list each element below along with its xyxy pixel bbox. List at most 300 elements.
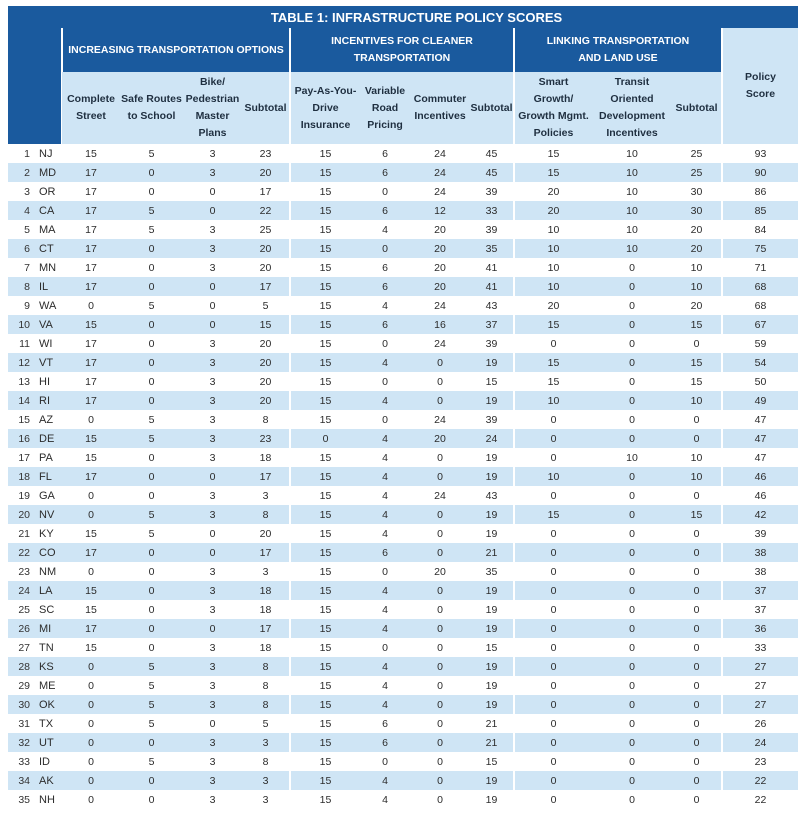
cell-bike-pedestrian: 3 [183, 410, 242, 429]
cell-state: OK [35, 695, 62, 714]
cell-pay-as-you-drive: 15 [290, 258, 360, 277]
cell-subtotal-land-use: 20 [672, 296, 722, 315]
cell-rank: 25 [8, 600, 35, 619]
table-body [8, 144, 798, 809]
cell-state: FL [35, 467, 62, 486]
cell-subtotal-land-use: 0 [672, 486, 722, 505]
cell-commuter-incentives: 24 [410, 486, 470, 505]
cell-state: VA [35, 315, 62, 334]
cell-safe-routes: 0 [120, 600, 183, 619]
col-header-transit-oriented [592, 72, 672, 144]
cell-subtotal-options: 18 [242, 638, 290, 657]
cell-road-pricing: 6 [360, 277, 410, 296]
cell-subtotal-options: 3 [242, 790, 290, 809]
table-row [8, 581, 798, 600]
cell-safe-routes: 5 [120, 505, 183, 524]
cell-subtotal-land-use: 10 [672, 448, 722, 467]
cell-road-pricing: 4 [360, 695, 410, 714]
cell-smart-growth: 10 [514, 391, 592, 410]
cell-bike-pedestrian: 3 [183, 733, 242, 752]
cell-policy-score: 46 [722, 486, 798, 505]
cell-bike-pedestrian: 3 [183, 239, 242, 258]
cell-rank: 20 [8, 505, 35, 524]
cell-policy-score: 59 [722, 334, 798, 353]
cell-policy-score: 84 [722, 220, 798, 239]
cell-pay-as-you-drive: 15 [290, 315, 360, 334]
cell-transit-oriented: 0 [592, 600, 672, 619]
cell-complete-street: 17 [62, 182, 120, 201]
column-header-line: Pay-As-You- [294, 84, 357, 97]
cell-road-pricing: 6 [360, 163, 410, 182]
cell-subtotal-options: 22 [242, 201, 290, 220]
cell-subtotal-options: 17 [242, 277, 290, 296]
cell-commuter-incentives: 24 [410, 144, 470, 163]
cell-subtotal-options: 17 [242, 619, 290, 638]
cell-policy-score: 71 [722, 258, 798, 277]
cell-subtotal-options: 20 [242, 524, 290, 543]
cell-subtotal-land-use: 0 [672, 562, 722, 581]
cell-policy-score: 68 [722, 296, 798, 315]
cell-complete-street: 15 [62, 315, 120, 334]
cell-subtotal-cleaner: 19 [470, 505, 514, 524]
column-header-line: Safe Routes [121, 93, 182, 105]
cell-subtotal-land-use: 15 [672, 315, 722, 334]
cell-complete-street: 17 [62, 201, 120, 220]
cell-smart-growth: 15 [514, 505, 592, 524]
cell-state: MI [35, 619, 62, 638]
cell-subtotal-land-use: 30 [672, 182, 722, 201]
col-header-subtotal-land-use [672, 72, 722, 144]
cell-subtotal-cleaner: 19 [470, 790, 514, 809]
cell-commuter-incentives: 0 [410, 676, 470, 695]
cell-transit-oriented: 0 [592, 638, 672, 657]
table-row [8, 391, 798, 410]
cell-subtotal-options: 17 [242, 543, 290, 562]
cell-complete-street: 17 [62, 334, 120, 353]
cell-safe-routes: 5 [120, 220, 183, 239]
table-row [8, 771, 798, 790]
cell-subtotal-land-use: 0 [672, 638, 722, 657]
cell-road-pricing: 4 [360, 429, 410, 448]
cell-road-pricing: 0 [360, 752, 410, 771]
cell-bike-pedestrian: 0 [183, 524, 242, 543]
cell-policy-score: 85 [722, 201, 798, 220]
cell-road-pricing: 6 [360, 543, 410, 562]
cell-policy-score: 86 [722, 182, 798, 201]
cell-road-pricing: 4 [360, 467, 410, 486]
cell-policy-score: 38 [722, 562, 798, 581]
cell-commuter-incentives: 16 [410, 315, 470, 334]
cell-road-pricing: 4 [360, 524, 410, 543]
cell-subtotal-options: 5 [242, 296, 290, 315]
table-row [8, 258, 798, 277]
cell-subtotal-cleaner: 45 [470, 163, 514, 182]
cell-policy-score: 42 [722, 505, 798, 524]
cell-pay-as-you-drive: 15 [290, 277, 360, 296]
table-row [8, 676, 798, 695]
cell-subtotal-cleaner: 39 [470, 334, 514, 353]
cell-rank: 16 [8, 429, 35, 448]
cell-subtotal-options: 20 [242, 353, 290, 372]
column-header-line: Complete [67, 93, 115, 105]
cell-commuter-incentives: 20 [410, 562, 470, 581]
cell-road-pricing: 0 [360, 638, 410, 657]
cell-subtotal-cleaner: 19 [470, 467, 514, 486]
cell-rank: 1 [8, 144, 35, 163]
cell-subtotal-options: 18 [242, 581, 290, 600]
cell-road-pricing: 4 [360, 448, 410, 467]
table-row [8, 752, 798, 771]
cell-transit-oriented: 0 [592, 315, 672, 334]
col-header-subtotal-options [242, 72, 290, 144]
cell-bike-pedestrian: 3 [183, 163, 242, 182]
cell-subtotal-land-use: 15 [672, 353, 722, 372]
cell-policy-score: 54 [722, 353, 798, 372]
cell-subtotal-cleaner: 43 [470, 296, 514, 315]
column-header-line: Plans [198, 127, 227, 139]
cell-safe-routes: 5 [120, 524, 183, 543]
cell-bike-pedestrian: 3 [183, 372, 242, 391]
cell-transit-oriented: 0 [592, 296, 672, 315]
table-row [8, 277, 798, 296]
table-row [8, 505, 798, 524]
cell-pay-as-you-drive: 15 [290, 220, 360, 239]
cell-policy-score: 47 [722, 429, 798, 448]
cell-rank: 31 [8, 714, 35, 733]
table-row [8, 714, 798, 733]
cell-bike-pedestrian: 3 [183, 752, 242, 771]
cell-smart-growth: 15 [514, 372, 592, 391]
cell-policy-score: 90 [722, 163, 798, 182]
cell-bike-pedestrian: 0 [183, 182, 242, 201]
table-title: TABLE 1: INFRASTRUCTURE POLICY SCORES [35, 6, 798, 28]
cell-smart-growth: 20 [514, 201, 592, 220]
cell-transit-oriented: 0 [592, 581, 672, 600]
table-row [8, 467, 798, 486]
cell-safe-routes: 0 [120, 638, 183, 657]
cell-subtotal-options: 20 [242, 239, 290, 258]
table-row [8, 410, 798, 429]
cell-commuter-incentives: 24 [410, 182, 470, 201]
cell-complete-street: 0 [62, 296, 120, 315]
cell-complete-street: 0 [62, 657, 120, 676]
cell-state: DE [35, 429, 62, 448]
cell-complete-street: 15 [62, 448, 120, 467]
column-header-line: Policies [533, 127, 574, 139]
cell-rank: 2 [8, 163, 35, 182]
cell-complete-street: 15 [62, 638, 120, 657]
cell-complete-street: 17 [62, 543, 120, 562]
cell-smart-growth: 15 [514, 353, 592, 372]
col-header-smart-growth [514, 72, 592, 144]
cell-state: KS [35, 657, 62, 676]
cell-pay-as-you-drive: 15 [290, 182, 360, 201]
cell-smart-growth: 0 [514, 676, 592, 695]
cell-subtotal-cleaner: 35 [470, 562, 514, 581]
cell-smart-growth: 0 [514, 410, 592, 429]
cell-smart-growth: 0 [514, 543, 592, 562]
cell-safe-routes: 5 [120, 695, 183, 714]
cell-subtotal-land-use: 0 [672, 334, 722, 353]
cell-road-pricing: 6 [360, 201, 410, 220]
cell-complete-street: 0 [62, 676, 120, 695]
cell-transit-oriented: 0 [592, 562, 672, 581]
cell-subtotal-land-use: 0 [672, 676, 722, 695]
cell-subtotal-land-use: 0 [672, 657, 722, 676]
column-header-line: Oriented [610, 93, 654, 105]
cell-smart-growth: 0 [514, 448, 592, 467]
cell-subtotal-cleaner: 15 [470, 372, 514, 391]
cell-transit-oriented: 0 [592, 543, 672, 562]
cell-commuter-incentives: 0 [410, 467, 470, 486]
cell-policy-score: 93 [722, 144, 798, 163]
cell-subtotal-cleaner: 24 [470, 429, 514, 448]
cell-bike-pedestrian: 0 [183, 543, 242, 562]
cell-safe-routes: 0 [120, 258, 183, 277]
cell-pay-as-you-drive: 15 [290, 524, 360, 543]
cell-smart-growth: 0 [514, 486, 592, 505]
cell-commuter-incentives: 24 [410, 410, 470, 429]
cell-bike-pedestrian: 3 [183, 790, 242, 809]
cell-road-pricing: 0 [360, 182, 410, 201]
column-header-line: to School [127, 110, 176, 122]
cell-bike-pedestrian: 3 [183, 695, 242, 714]
cell-policy-score: 24 [722, 733, 798, 752]
cell-smart-growth: 0 [514, 752, 592, 771]
col-header-safe-routes [120, 72, 183, 144]
cell-commuter-incentives: 20 [410, 429, 470, 448]
cell-transit-oriented: 0 [592, 676, 672, 695]
cell-complete-street: 0 [62, 771, 120, 790]
cell-rank: 11 [8, 334, 35, 353]
cell-commuter-incentives: 20 [410, 258, 470, 277]
cell-subtotal-cleaner: 19 [470, 695, 514, 714]
cell-subtotal-land-use: 0 [672, 543, 722, 562]
cell-commuter-incentives: 0 [410, 543, 470, 562]
cell-smart-growth: 0 [514, 714, 592, 733]
cell-state: OR [35, 182, 62, 201]
column-header-line: Smart [538, 76, 569, 88]
cell-bike-pedestrian: 0 [183, 315, 242, 334]
cell-transit-oriented: 0 [592, 258, 672, 277]
cell-pay-as-you-drive: 15 [290, 163, 360, 182]
cell-subtotal-land-use: 0 [672, 752, 722, 771]
cell-smart-growth: 15 [514, 163, 592, 182]
table-row [8, 638, 798, 657]
cell-pay-as-you-drive: 15 [290, 486, 360, 505]
cell-subtotal-options: 5 [242, 714, 290, 733]
cell-commuter-incentives: 24 [410, 163, 470, 182]
cell-transit-oriented: 0 [592, 277, 672, 296]
header-corner [8, 6, 35, 28]
column-header-line: Insurance [300, 118, 351, 131]
cell-smart-growth: 0 [514, 638, 592, 657]
col-header-bike-pedestrian [183, 72, 242, 144]
cell-safe-routes: 0 [120, 467, 183, 486]
cell-transit-oriented: 10 [592, 201, 672, 220]
cell-safe-routes: 0 [120, 771, 183, 790]
cell-subtotal-options: 3 [242, 771, 290, 790]
cell-policy-score: 38 [722, 543, 798, 562]
cell-pay-as-you-drive: 15 [290, 562, 360, 581]
cell-commuter-incentives: 24 [410, 334, 470, 353]
cell-subtotal-cleaner: 15 [470, 752, 514, 771]
cell-transit-oriented: 0 [592, 733, 672, 752]
cell-transit-oriented: 10 [592, 220, 672, 239]
cell-commuter-incentives: 20 [410, 277, 470, 296]
cell-transit-oriented: 0 [592, 372, 672, 391]
cell-smart-growth: 0 [514, 581, 592, 600]
cell-state: ME [35, 676, 62, 695]
cell-road-pricing: 0 [360, 410, 410, 429]
cell-smart-growth: 10 [514, 277, 592, 296]
cell-state: GA [35, 486, 62, 505]
cell-rank: 18 [8, 467, 35, 486]
cell-rank: 35 [8, 790, 35, 809]
cell-subtotal-land-use: 0 [672, 733, 722, 752]
cell-state: KY [35, 524, 62, 543]
cell-bike-pedestrian: 0 [183, 619, 242, 638]
cell-state: NV [35, 505, 62, 524]
cell-smart-growth: 15 [514, 144, 592, 163]
cell-subtotal-cleaner: 19 [470, 448, 514, 467]
cell-bike-pedestrian: 3 [183, 771, 242, 790]
cell-road-pricing: 4 [360, 220, 410, 239]
cell-state: IL [35, 277, 62, 296]
column-header-line: Incentives [606, 127, 658, 139]
cell-safe-routes: 0 [120, 619, 183, 638]
cell-pay-as-you-drive: 15 [290, 752, 360, 771]
cell-subtotal-options: 8 [242, 657, 290, 676]
cell-road-pricing: 4 [360, 676, 410, 695]
column-header-line: Subtotal [470, 101, 513, 114]
cell-pay-as-you-drive: 15 [290, 733, 360, 752]
table-row [8, 182, 798, 201]
cell-pay-as-you-drive: 15 [290, 201, 360, 220]
cell-road-pricing: 4 [360, 486, 410, 505]
cell-road-pricing: 6 [360, 714, 410, 733]
table-row [8, 695, 798, 714]
cell-smart-growth: 15 [514, 315, 592, 334]
column-header-line: Development [599, 110, 665, 122]
cell-subtotal-options: 8 [242, 676, 290, 695]
table-row [8, 562, 798, 581]
cell-bike-pedestrian: 3 [183, 562, 242, 581]
cell-subtotal-options: 8 [242, 752, 290, 771]
cell-subtotal-cleaner: 19 [470, 353, 514, 372]
cell-commuter-incentives: 12 [410, 201, 470, 220]
cell-state: RI [35, 391, 62, 410]
cell-transit-oriented: 0 [592, 410, 672, 429]
cell-state: CO [35, 543, 62, 562]
cell-subtotal-land-use: 20 [672, 220, 722, 239]
column-header-line: Incentives [414, 110, 466, 122]
cell-state: SC [35, 600, 62, 619]
cell-smart-growth: 0 [514, 771, 592, 790]
cell-pay-as-you-drive: 15 [290, 353, 360, 372]
cell-commuter-incentives: 24 [410, 296, 470, 315]
cell-road-pricing: 4 [360, 296, 410, 315]
cell-commuter-incentives: 0 [410, 581, 470, 600]
cell-transit-oriented: 0 [592, 467, 672, 486]
cell-road-pricing: 4 [360, 581, 410, 600]
cell-bike-pedestrian: 0 [183, 296, 242, 315]
cell-commuter-incentives: 20 [410, 239, 470, 258]
cell-complete-street: 0 [62, 505, 120, 524]
cell-subtotal-options: 8 [242, 410, 290, 429]
cell-rank: 32 [8, 733, 35, 752]
cell-rank: 10 [8, 315, 35, 334]
cell-subtotal-options: 17 [242, 182, 290, 201]
cell-complete-street: 0 [62, 752, 120, 771]
cell-state: CT [35, 239, 62, 258]
table-row [8, 239, 798, 258]
cell-complete-street: 17 [62, 467, 120, 486]
cell-complete-street: 17 [62, 353, 120, 372]
cell-smart-growth: 0 [514, 334, 592, 353]
cell-safe-routes: 0 [120, 372, 183, 391]
cell-commuter-incentives: 0 [410, 505, 470, 524]
cell-subtotal-options: 18 [242, 448, 290, 467]
cell-rank: 14 [8, 391, 35, 410]
cell-pay-as-you-drive: 15 [290, 448, 360, 467]
cell-commuter-incentives: 0 [410, 657, 470, 676]
table-row [8, 201, 798, 220]
cell-subtotal-options: 8 [242, 505, 290, 524]
cell-smart-growth: 0 [514, 790, 592, 809]
table-row [8, 220, 798, 239]
cell-commuter-incentives: 0 [410, 600, 470, 619]
cell-rank: 15 [8, 410, 35, 429]
cell-bike-pedestrian: 3 [183, 144, 242, 163]
cell-policy-score: 39 [722, 524, 798, 543]
cell-transit-oriented: 0 [592, 334, 672, 353]
group-land-use-line1: LINKING TRANSPORTATION [546, 35, 690, 47]
cell-smart-growth: 20 [514, 296, 592, 315]
cell-complete-street: 17 [62, 258, 120, 277]
cell-subtotal-land-use: 10 [672, 258, 722, 277]
cell-safe-routes: 0 [120, 581, 183, 600]
cell-transit-oriented: 10 [592, 163, 672, 182]
cell-subtotal-options: 8 [242, 695, 290, 714]
cell-policy-score: 26 [722, 714, 798, 733]
cell-road-pricing: 0 [360, 372, 410, 391]
table-row [8, 372, 798, 391]
cell-subtotal-options: 20 [242, 372, 290, 391]
cell-safe-routes: 0 [120, 733, 183, 752]
cell-state: MN [35, 258, 62, 277]
cell-rank: 28 [8, 657, 35, 676]
cell-smart-growth: 10 [514, 467, 592, 486]
cell-subtotal-cleaner: 15 [470, 638, 514, 657]
cell-subtotal-land-use: 0 [672, 600, 722, 619]
column-header-line: Transit [614, 76, 650, 88]
cell-complete-street: 17 [62, 163, 120, 182]
column-header-line: Road [371, 101, 399, 114]
cell-smart-growth: 10 [514, 258, 592, 277]
cell-subtotal-options: 18 [242, 600, 290, 619]
cell-safe-routes: 5 [120, 657, 183, 676]
cell-road-pricing: 6 [360, 315, 410, 334]
cell-subtotal-options: 20 [242, 258, 290, 277]
cell-pay-as-you-drive: 15 [290, 619, 360, 638]
cell-pay-as-you-drive: 15 [290, 581, 360, 600]
cell-state: WI [35, 334, 62, 353]
cell-safe-routes: 5 [120, 429, 183, 448]
cell-subtotal-land-use: 15 [672, 372, 722, 391]
cell-bike-pedestrian: 3 [183, 258, 242, 277]
cell-state: TX [35, 714, 62, 733]
